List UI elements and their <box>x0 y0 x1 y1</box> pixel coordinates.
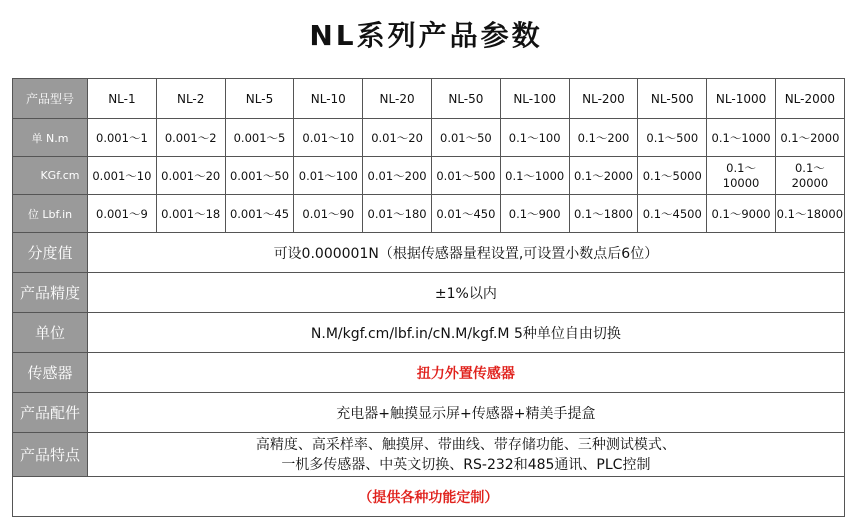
sensor-row <box>13 353 845 393</box>
model-cell: NL-50 <box>431 79 500 119</box>
page-title: NL系列产品参数 <box>309 19 543 52</box>
row-label: 单位 <box>13 313 88 353</box>
unit-label: 单 N.m <box>13 119 88 157</box>
range-cell: 0.001～2 <box>156 119 225 157</box>
row-label: 产品配件 <box>13 393 88 433</box>
features-row <box>13 433 845 477</box>
model-cell: NL-5 <box>225 79 294 119</box>
model-cell: NL-1 <box>88 79 157 119</box>
accuracy-value: ±1%以内 <box>88 273 845 313</box>
range-cell: 0.01～90 <box>294 195 363 233</box>
range-cell: 0.1～1000 <box>500 157 569 195</box>
accuracy-row <box>13 273 845 313</box>
range-cell: 0.1～18000 <box>775 195 844 233</box>
footer-row <box>13 477 845 517</box>
unit-row-nm <box>13 119 845 157</box>
row-label: 产品精度 <box>13 273 88 313</box>
range-cell: 0.1～1000 <box>707 119 776 157</box>
features-value <box>88 433 845 477</box>
range-cell: 0.001～50 <box>225 157 294 195</box>
range-cell: 0.1～ 10000 <box>707 157 776 195</box>
range-cell: 0.1～2000 <box>569 157 638 195</box>
range-cell: 0.1～2000 <box>775 119 844 157</box>
range-cell: 0.1～ 20000 <box>775 157 844 195</box>
model-cell: NL-2000 <box>775 79 844 119</box>
row-label: 分度值 <box>13 233 88 273</box>
resolution-value: 可设0.000001N（根据传感器量程设置,可设置小数点后6位） <box>88 233 845 273</box>
range-cell: 0.1～200 <box>569 119 638 157</box>
accessories-value: 充电器+触摸显示屏+传感器+精美手提盒 <box>88 393 845 433</box>
range-cell: 0.01～10 <box>294 119 363 157</box>
unit-label: 位 Lbf.in <box>13 195 88 233</box>
row-label: 传感器 <box>13 353 88 393</box>
model-cell: NL-20 <box>363 79 432 119</box>
range-cell: 0.001～10 <box>88 157 157 195</box>
range-cell: 0.001～9 <box>88 195 157 233</box>
range-cell: 0.01～500 <box>431 157 500 195</box>
model-cell: NL-500 <box>638 79 707 119</box>
features-line-1: 高精度、高采样率、触摸屏、带曲线、带存储功能、三种测试模式、 <box>255 436 676 453</box>
range-cell: 0.1～4500 <box>638 195 707 233</box>
accessories-row <box>13 393 845 433</box>
range-cell: 0.1～9000 <box>707 195 776 233</box>
features-line-2: 一机多传感器、中英文切换、RS-232和485通讯、PLC控制 <box>281 456 651 473</box>
unit-row-lbfin <box>13 195 845 233</box>
unit-switch-row <box>13 313 845 353</box>
range-cell: 0.1～100 <box>500 119 569 157</box>
range-cell: 0.001～1 <box>88 119 157 157</box>
unit-row-kgfcm <box>13 157 845 195</box>
range-cell: 0.01～20 <box>363 119 432 157</box>
range-cell: 0.01～200 <box>363 157 432 195</box>
unit-label: KGf.cm <box>13 157 88 195</box>
model-cell: NL-10 <box>294 79 363 119</box>
model-cell: NL-100 <box>500 79 569 119</box>
range-cell: 0.01～180 <box>363 195 432 233</box>
header-label: 产品型号 <box>13 79 88 119</box>
range-cell: 0.01～450 <box>431 195 500 233</box>
sensor-value: 扭力外置传感器 <box>88 353 845 393</box>
range-cell: 0.001～20 <box>156 157 225 195</box>
model-cell: NL-1000 <box>707 79 776 119</box>
range-cell: 0.01～100 <box>294 157 363 195</box>
spec-table <box>12 78 845 517</box>
customization-note: （提供各种功能定制） <box>13 477 845 517</box>
range-cell: 0.1～900 <box>500 195 569 233</box>
model-cell: NL-200 <box>569 79 638 119</box>
range-cell: 0.1～500 <box>638 119 707 157</box>
model-header-row <box>13 79 845 119</box>
range-cell: 0.01～50 <box>431 119 500 157</box>
range-cell: 0.001～5 <box>225 119 294 157</box>
unit-switch-value: N.M/kgf.cm/lbf.in/cN.M/kgf.M 5种单位自由切换 <box>88 313 845 353</box>
range-cell: 0.1～5000 <box>638 157 707 195</box>
range-cell: 0.001～45 <box>225 195 294 233</box>
resolution-row <box>13 233 845 273</box>
range-cell: 0.001～18 <box>156 195 225 233</box>
row-label: 产品特点 <box>13 433 88 477</box>
model-cell: NL-2 <box>156 79 225 119</box>
range-cell: 0.1～1800 <box>569 195 638 233</box>
